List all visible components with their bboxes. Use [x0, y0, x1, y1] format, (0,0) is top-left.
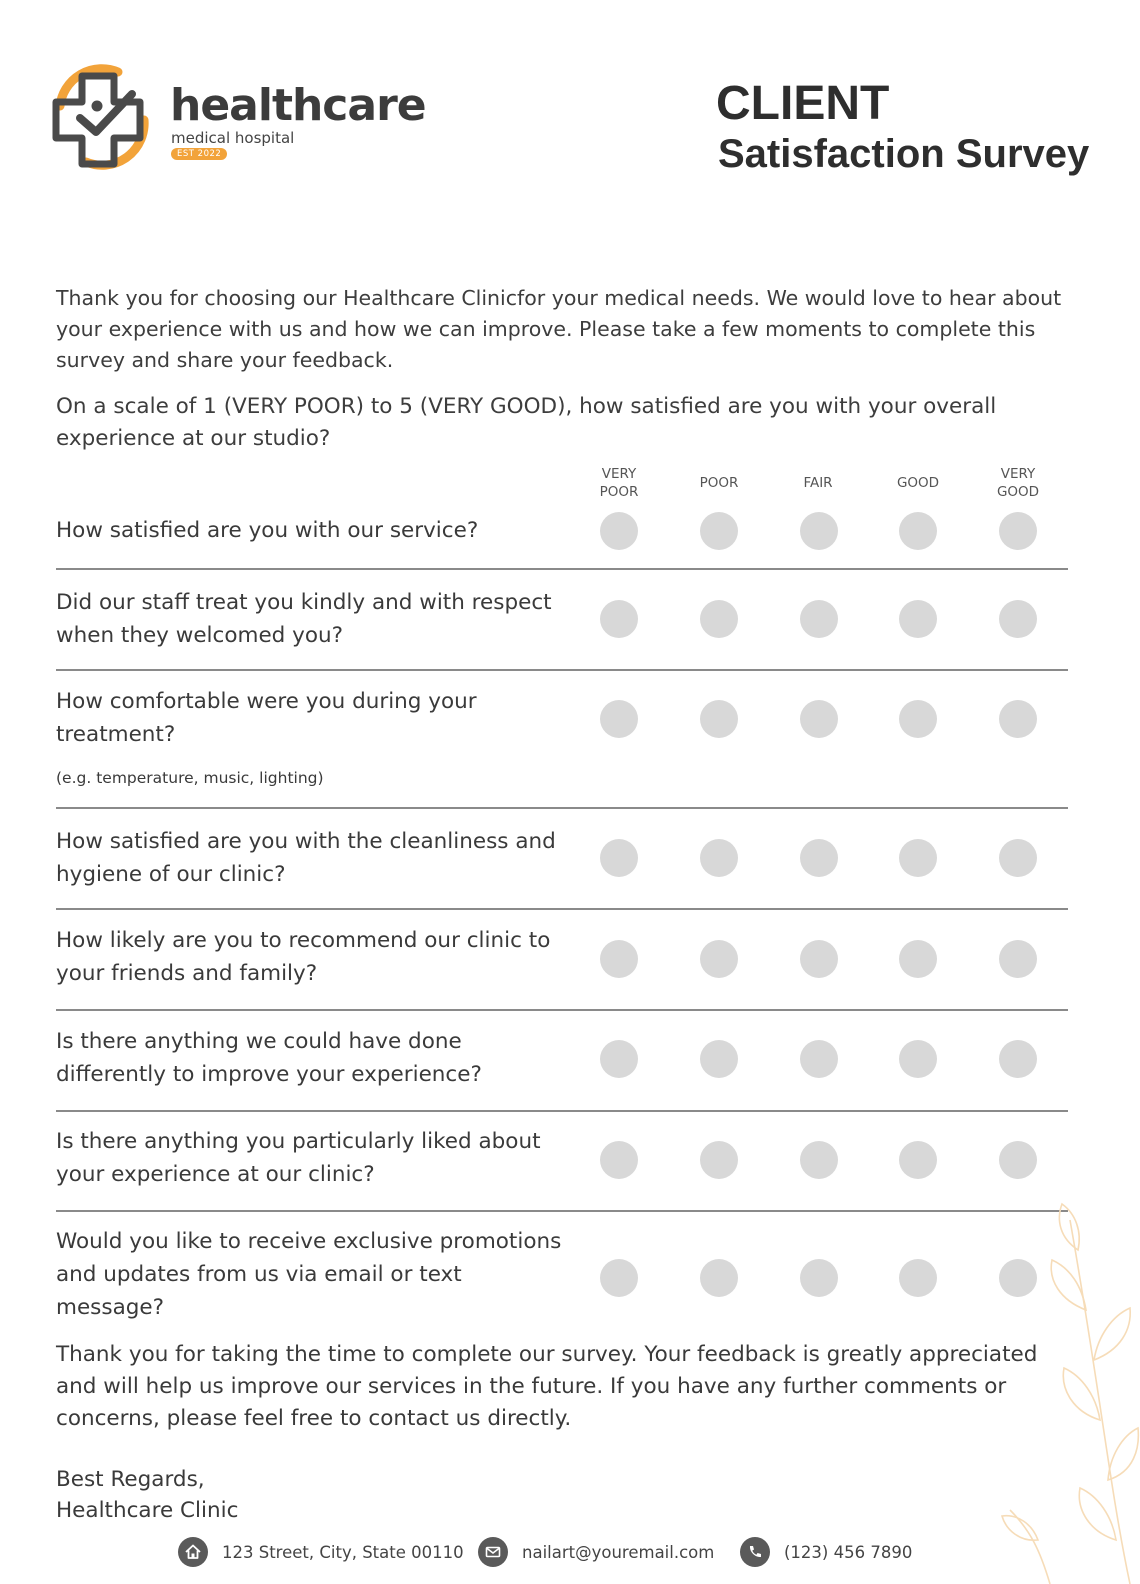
- rating-row-2: [0, 600, 1140, 638]
- rating-row-5: [0, 940, 1140, 978]
- rating-option-very-good[interactable]: [999, 1141, 1037, 1179]
- brand-logo: [40, 58, 426, 183]
- rating-option-fair[interactable]: [800, 1259, 838, 1297]
- brand-established-badge: EST 2022: [171, 148, 227, 160]
- question-2: Did our staff treat you kindly and with respect when they welcomed you?: [56, 590, 552, 648]
- decorative-leaves-icon: [990, 1190, 1140, 1584]
- rating-option-good[interactable]: [899, 1259, 937, 1297]
- brand-tagline: medical hospital: [171, 129, 295, 147]
- question-5: How likely are you to recommend our clinic to your friends and family?: [56, 928, 551, 986]
- rating-option-fair[interactable]: [800, 512, 838, 550]
- divider: [56, 1009, 1068, 1011]
- rating-row-8: [0, 1259, 1140, 1297]
- rating-option-very-poor[interactable]: [600, 1259, 638, 1297]
- scale-label-poor: POOR: [699, 475, 739, 491]
- rating-option-very-good[interactable]: [999, 700, 1037, 738]
- scale-label-fair: FAIR: [803, 475, 833, 491]
- rating-option-poor[interactable]: [700, 700, 738, 738]
- rating-option-very-good[interactable]: [999, 600, 1037, 638]
- rating-option-fair[interactable]: [800, 1040, 838, 1078]
- rating-row-1: [0, 512, 1140, 550]
- footer-phone[interactable]: [740, 1537, 912, 1567]
- outro-paragraph: Thank you for taking the time to complete our survey. Your feedback is greatly appreciated and will help us improve our services in the future. If you have any further comments or concerns, please feel free to contact us directly.: [56, 1342, 1038, 1431]
- rating-option-very-good[interactable]: [999, 839, 1037, 877]
- rating-option-good[interactable]: [899, 512, 937, 550]
- question-3: How comfortable were you during your treatment?: [56, 689, 477, 747]
- rating-option-poor[interactable]: [700, 839, 738, 877]
- rating-option-very-poor[interactable]: [600, 1040, 638, 1078]
- rating-option-poor[interactable]: [700, 512, 738, 550]
- rating-option-poor[interactable]: [700, 600, 738, 638]
- intro-paragraph: Thank you for choosing our Healthcare Clinicfor your medical needs. We would love to hear about your experience with us and how we can improve. Please take a few moments to complete this survey and share your feedback.: [56, 286, 1062, 372]
- rating-option-very-good[interactable]: [999, 512, 1037, 550]
- brand-name: healthcare: [170, 80, 426, 131]
- signoff-clinic: Healthcare Clinic: [56, 1498, 239, 1523]
- rating-option-good[interactable]: [899, 1040, 937, 1078]
- divider: [56, 807, 1068, 809]
- rating-row-6: [0, 1040, 1140, 1078]
- rating-option-poor[interactable]: [700, 1040, 738, 1078]
- rating-row-7: [0, 1141, 1140, 1179]
- rating-option-very-good[interactable]: [999, 940, 1037, 978]
- rating-option-very-poor[interactable]: [600, 512, 638, 550]
- rating-option-poor[interactable]: [700, 940, 738, 978]
- question-7: Is there anything you particularly liked about your experience at our clinic?: [56, 1129, 541, 1187]
- rating-option-fair[interactable]: [800, 940, 838, 978]
- rating-option-fair[interactable]: [800, 700, 838, 738]
- signoff-greeting: Best Regards,: [56, 1467, 205, 1492]
- divider: [56, 1110, 1068, 1112]
- divider: [56, 669, 1068, 671]
- question-8: Would you like to receive exclusive promotions and updates from us via email or text message?: [56, 1229, 562, 1320]
- question-4: How satisfied are you with the cleanliness and hygiene of our clinic?: [56, 829, 556, 887]
- scale-question: On a scale of 1 (VERY POOR) to 5 (VERY GOOD), how satisfied are you with your overall experience at our studio?: [56, 394, 997, 451]
- divider: [56, 568, 1068, 570]
- rating-option-poor[interactable]: [700, 1259, 738, 1297]
- medical-cross-logo-icon: [40, 58, 160, 183]
- rating-option-very-poor[interactable]: [600, 600, 638, 638]
- rating-option-fair[interactable]: [800, 600, 838, 638]
- page-title: CLIENT: [716, 77, 890, 130]
- divider: [56, 908, 1068, 910]
- rating-option-fair[interactable]: [800, 1141, 838, 1179]
- rating-option-good[interactable]: [899, 600, 937, 638]
- footer-address: [178, 1537, 464, 1567]
- home-icon: [178, 1537, 208, 1567]
- rating-option-good[interactable]: [899, 940, 937, 978]
- footer-address-text: 123 Street, City, State 00110: [222, 1542, 464, 1562]
- footer-email-text: nailart@youremail.com: [522, 1542, 715, 1562]
- envelope-icon: [478, 1537, 508, 1567]
- rating-row-3: [0, 700, 1140, 738]
- divider: [56, 1210, 1068, 1212]
- question-3-note: (e.g. temperature, music, lighting): [56, 769, 324, 787]
- question-1: How satisfied are you with our service?: [56, 518, 479, 543]
- phone-icon: [740, 1537, 770, 1567]
- rating-option-very-poor[interactable]: [600, 1141, 638, 1179]
- signoff: [56, 1464, 238, 1526]
- rating-option-very-good[interactable]: [999, 1040, 1037, 1078]
- scale-label-very-good: VERY GOOD: [996, 466, 1040, 500]
- rating-option-very-poor[interactable]: [600, 940, 638, 978]
- rating-option-fair[interactable]: [800, 839, 838, 877]
- scale-label-very-poor: VERY POOR: [599, 466, 639, 500]
- scale-label-good: GOOD: [896, 475, 940, 491]
- rating-option-poor[interactable]: [700, 1141, 738, 1179]
- question-6: Is there anything we could have done differently to improve your experience?: [56, 1029, 482, 1087]
- rating-option-good[interactable]: [899, 839, 937, 877]
- footer-phone-text: (123) 456 7890: [784, 1542, 913, 1562]
- footer-email[interactable]: [478, 1537, 714, 1567]
- rating-option-good[interactable]: [899, 700, 937, 738]
- rating-option-very-poor[interactable]: [600, 839, 638, 877]
- rating-option-good[interactable]: [899, 1141, 937, 1179]
- page-subtitle: Satisfaction Survey: [718, 132, 1090, 176]
- rating-option-very-poor[interactable]: [600, 700, 638, 738]
- rating-row-4: [0, 839, 1140, 877]
